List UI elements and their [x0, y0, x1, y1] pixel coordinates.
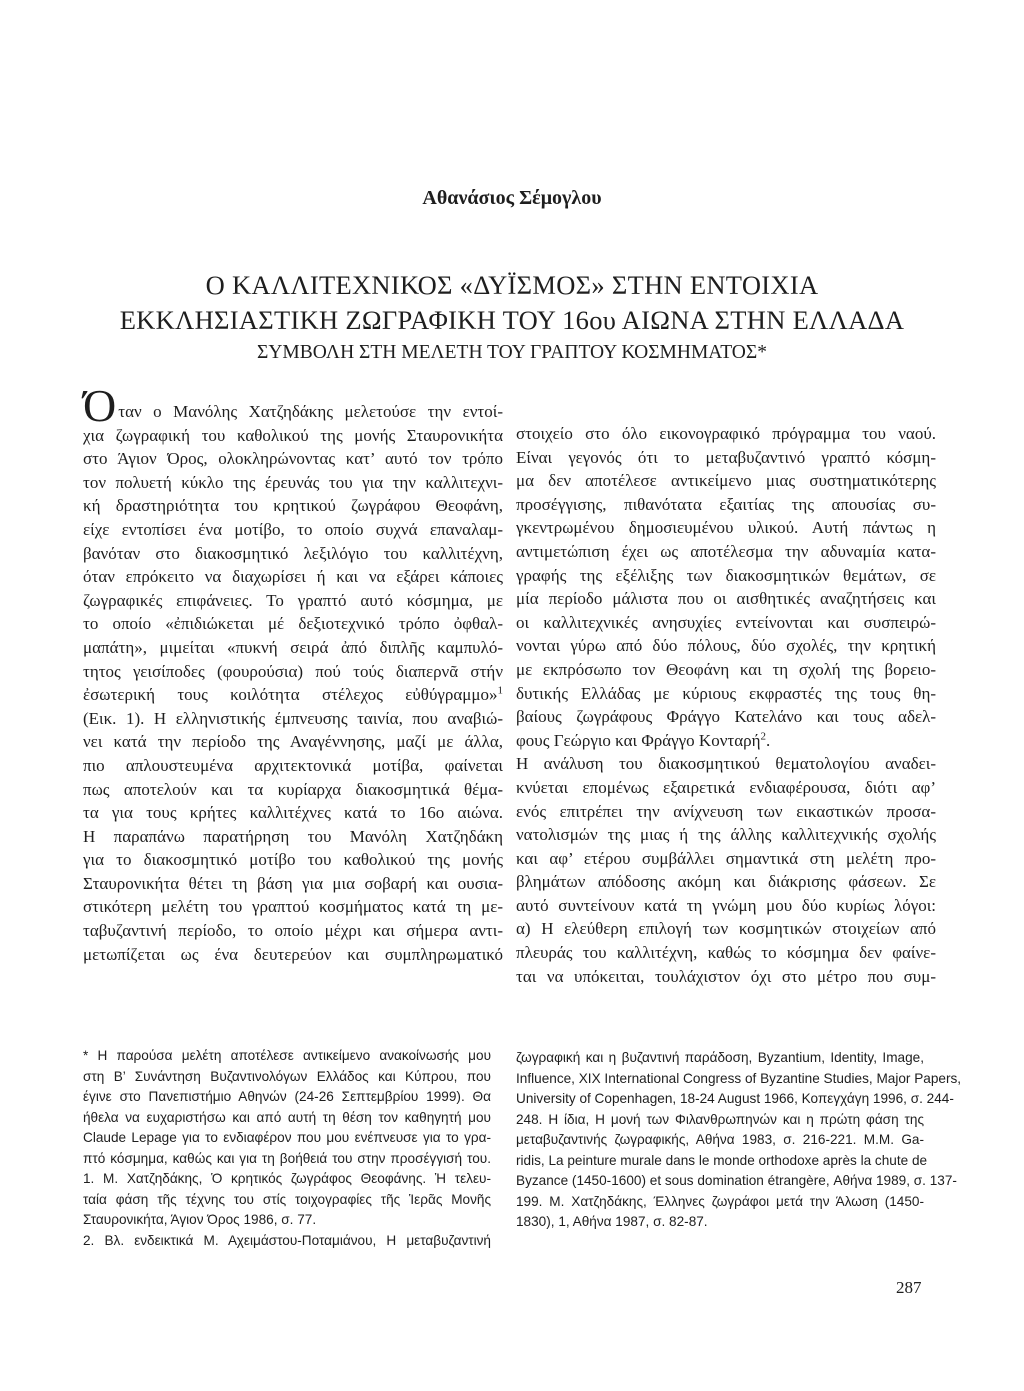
footnote-line: Byzance (1450-1600) et sous domination étrangère, Αθήνα 1989, σ. 137- [516, 1173, 957, 1188]
body-line: τητος γεισίποδες (φουρούσια) πού τούς διαπερνᾶ στήν [83, 661, 503, 681]
footnote-line: ridis, La peinture murale dans le monde orthodoxe après la chute de [516, 1152, 928, 1168]
body-line: βαίους ζωγράφους Φράγγο Κατελάνο και τους αδελ- [516, 707, 936, 727]
body-line: με εκπρόσωπο τον Θεοφάνη και τη σχολή της βορειο- [516, 659, 936, 679]
footnote-line: 248. Η ίδια, Η μονή των Φιλανθρωπηνών και η πρώτη φάση της [516, 1111, 924, 1127]
footnote-line: University of Copenhagen, 18-24 August 1966, Κοπεγχάγη 1996, σ. 244- [516, 1091, 954, 1106]
body-line: Σταυρονικήτα θέτει τη βάση για μια σοβαρή και ουσια- [83, 873, 503, 893]
body-column-left [83, 380, 503, 966]
footnote-line: ταία φάση τῆς τέχνης του στίς τοιχογραφίες τῆς Ἱερᾶς Μονῆς [83, 1191, 491, 1207]
body-line: στοιχείο στο όλο εικονογραφικό πρόγραμμα του ναού. [516, 424, 936, 443]
body-line: κνύεται επομένως εξαιρετικά ενδιαφέρουσα, διότι αφ’ [516, 777, 936, 797]
footnote-line: στη Β’ Συνάντηση Βυζαντινολόγων Ελλάδος και Κύπρου, που [83, 1068, 491, 1084]
footnote-line: ζωγραφική και η βυζαντινή παράδοση, Byzantium, Identity, Image, [516, 1050, 924, 1065]
footnote-line: 199. Μ. Χατζηδάκης, Έλληνες ζωγράφοι μετά την Άλωση (1450- [516, 1193, 924, 1209]
body-line: Η ανάλυση του διακοσμητικού θεματολογίου αναδει- [516, 754, 936, 774]
body-line: αυτό συντείνουν κατά τη γνώμη μου δύο κυρίως λόγοι: [516, 895, 936, 915]
body-line: πως αποτελούν και τα κυρίαρχα διακοσμητικά θέμα- [83, 779, 503, 799]
body-line: μετωπίζεται ως ένα δευτερεύον και συμπληρωματικό [83, 944, 503, 964]
body-line: κή δραστηριότητα του κρητικού ζωγράφου Θεοφάνη, [83, 496, 503, 516]
body-line: ζωγραφικές επιφάνειες. Το γραπτό αυτό κόσμημα, με [83, 590, 503, 610]
footnote-line: έγινε στο Πανεπιστήμιο Αθηνών (24-26 Σεπτεμβρίου 1999). Θα [83, 1089, 491, 1104]
body-line: το οποίο «ἐπιδιώκεται μέ δεξιοτεχνικό τρόπο ὀφθαλ- [83, 614, 503, 634]
footnote-line: ήθελα να ευχαριστήσω και από αυτή τη θέση τον καθηγητή μου [83, 1109, 491, 1125]
body-line: ταβυζαντινή περίοδο, το οποίο μέχρι και σήμερα αντι- [83, 921, 503, 941]
page-number: 287 [896, 1278, 922, 1297]
body-line: βανόταν στο διακοσμητικό λεξιλόγιο του καλλιτέχνη, [83, 543, 503, 563]
body-line: αντιμετώπιση έχει ως αποτέλεσμα την αδυναμία κατα- [516, 541, 936, 561]
body-line: Όταν ο Μανόλης Χατζηδάκης μελετούσε την εντοί- [83, 380, 503, 431]
drop-cap: Ό [83, 380, 117, 431]
footnote-line: Claude Lepage για το ενδιαφέρον που μου ενέπνευσε για το γρα- [83, 1130, 491, 1145]
body-line: γραφής της εξέλιξης των διακοσμητικών θεμάτων, σε [516, 565, 936, 585]
footnote-line: * Η παρούσα μελέτη αποτέλεσε αντικείμενο ανακοίνωσής μου [83, 1048, 491, 1063]
body-line: πιο απλουστευμένα αρχιτεκτονικά μοτίβα, φαίνεται [83, 755, 503, 775]
footnote-line: 1830), 1, Αθήνα 1987, σ. 82-87. [516, 1214, 708, 1229]
footnotes-left [83, 1046, 491, 1251]
body-line: μία περίοδο μάλιστα που οι αισθητικές αναζητήσεις και [516, 589, 936, 609]
footnote-line: 2. Βλ. ενδεικτικά Μ. Αχειμάστου-Ποταμιάνου, Η μεταβυζαντινή [83, 1232, 491, 1248]
body-line: όταν επρόκειτο να διαχωρίσει ή και να εξάρει κάποιες [83, 567, 503, 587]
body-line: μαπάτη», μιμείται «πυκνή σειρά ἀπό διπλῆς καμπυλό- [83, 637, 503, 657]
body-line: οι καλλιτεχνικές ανησυχίες εντείνονται και συσπειρώ- [516, 612, 936, 632]
body-column-right [516, 422, 936, 988]
body-line: τον πολυετή κύκλο της έρευνάς του για την καλλιτεχνι- [83, 472, 503, 492]
footnote-line: 1. Μ. Χατζηδάκης, Ὁ κρητικός ζωγράφος Θεοφάνης. Ἡ τελευ- [83, 1171, 491, 1186]
body-line: Η παραπάνω παρατήρηση του Μανόλη Χατζηδάκη [83, 826, 503, 846]
body-line: βλημάτων απόδοσης ακόμη και διάκρισης φάσεων. Σε [516, 872, 936, 892]
body-line: πλευράς του καλλιτέχνη, καθώς το κόσμημα δεν φαίνε- [516, 943, 936, 963]
body-line: ται να υπόκειται, τουλάχιστον όχι στο μέτρο που συμ- [516, 966, 936, 986]
body-line: α) Η ελεύθερη επιλογή των κοσμητικών στοιχείων από [516, 919, 936, 939]
footnotes-right [516, 1048, 962, 1233]
footnote-line: πτό κόσμημα, καθώς και για τη βοήθειά του στην προσέγγισή του. [83, 1150, 491, 1166]
footnote-ref-2[interactable]: 2 [760, 730, 766, 743]
body-line: τα για τους κρήτες καλλιτέχνες κατά το 16ο αιώνα. [83, 803, 503, 823]
footnote-line: Influence, XIX International Congress of Byzantine Studies, Major Papers, [516, 1070, 962, 1086]
footnote-line: Σταυρονικήτα, Άγιον Όρος 1986, σ. 77. [83, 1212, 317, 1227]
body-line: στικότερη μελέτη του γραπτού κοσμήματος κατά τη με- [83, 897, 503, 917]
body-line: ἐσωτερική τους κοιλότητα στέλεχος εὐθύγραμμο»$^1$ [83, 684, 503, 705]
footnote-line: μεταβυζαντινής ζωγραφικής, Αθήνα 1983, σ. 216-221. Μ.Μ. Ga- [516, 1132, 924, 1147]
body-line: χια ζωγραφική του καθολικού της μονής Σταυρονικήτα [83, 425, 503, 445]
article-subtitle: ΣΥΜΒΟΛΗ ΣΤΗ ΜΕΛΕΤΗ ΤΟΥ ΓΡΑΠΤΟΥ ΚΟΣΜΗΜΑΤΟΣ* [257, 342, 767, 363]
body-line: φους Γεώργιο και Φράγγο Κονταρή$^2$. [516, 730, 771, 750]
article-title-line-2: ΕΚΚΛΗΣΙΑΣΤΙΚΗ ΖΩΓΡΑΦΙΚΗ ΤΟΥ 16ου ΑΙΩΝΑ ΣΤΗΝ ΕΛΛΑΔΑ [119, 305, 905, 335]
body-line: είχε εντοπίσει ένα μοτίβο, το οποίο συχνά επαναλαμ- [83, 519, 503, 539]
body-line: μα δεν αποτέλεσε αντικείμενο μιας συστηματικότερης [516, 471, 936, 491]
article-title-line-1: Ο ΚΑΛΛΙΤΕΧΝΙΚΟΣ «ΔΥΪΣΜΟΣ» ΣΤΗΝ ΕΝΤΟΙΧΙΑ [205, 270, 819, 300]
body-line: δυτικής Ελλάδας με κύριους εκφραστές της τους θη- [516, 683, 936, 703]
footnote-ref-1[interactable]: 1 [497, 684, 503, 697]
body-line: νει κατά την περίοδο της Αναγέννησης, μαζί με άλλα, [83, 732, 503, 752]
body-line: γκεντρωμένου δημοσιευμένου υλικού. Αυτή πάντως η [516, 518, 936, 538]
body-line: (Εικ. 1). Η ελληνιστικής έμπνευσης ταινία, που αναβιώ- [83, 708, 503, 728]
body-line: προσέγγισης, πιθανότατα εξαιτίας της απουσίας συ- [516, 494, 936, 514]
body-line: Είναι γεγονός ότι το μεταβυζαντινό γραπτό κόσμη- [516, 447, 936, 467]
body-line: στο Άγιον Όρος, ολοκληρώνοντας κατ’ αυτό τον τρόπο [83, 449, 503, 469]
body-line: ενός επιτρέπει την ανίχνευση των εικαστικών προσα- [516, 801, 936, 821]
body-line: για το διακοσμητικό μοτίβο του καθολικού της μονής [83, 850, 503, 870]
body-line: νατολισμών της μιας ή της άλλης καλλιτεχνικής σχολής [516, 825, 936, 845]
body-line: και αφ’ ετέρου συμβάλλει σημαντικά στη μελέτη προ- [516, 848, 936, 868]
body-line: νονται γύρω από δύο πόλους, δύο σχολές, την κρητική [516, 636, 936, 656]
author-name: Αθανάσιος Σέμογλου [422, 187, 602, 209]
